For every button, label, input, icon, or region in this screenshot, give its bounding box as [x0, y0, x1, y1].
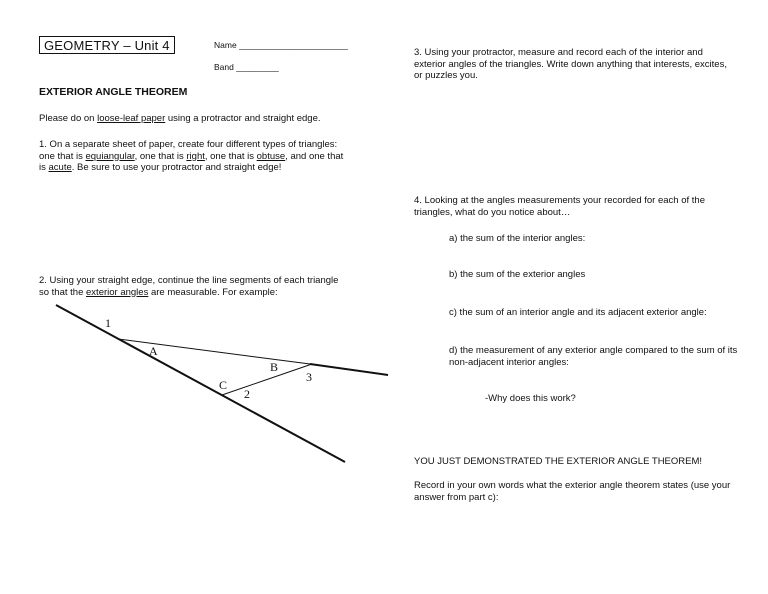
- question-4d: d) the measurement of any exterior angle compared to the sum of its non-adjacent interior angles:: [449, 345, 738, 368]
- section-heading: EXTERIOR ANGLE THEOREM: [39, 86, 188, 98]
- label-c: C: [219, 378, 228, 392]
- record-prompt: Record in your own words what the exterior angle theorem states (use your answer from part c):: [414, 480, 731, 503]
- q1-text: is: [39, 162, 49, 173]
- q2-text: are measurable. For example:: [148, 286, 278, 298]
- label-b: B: [270, 360, 279, 374]
- question-4a: a) the sum of the interior angles:: [449, 233, 586, 244]
- q1-text: . Be sure to use your protractor and straight edge!: [71, 162, 282, 173]
- q1-obtuse: obtuse: [256, 150, 286, 162]
- question-4b: b) the sum of the exterior angles: [449, 269, 586, 280]
- q1-acute: acute: [48, 162, 72, 173]
- q1-text: , and one that: [285, 150, 344, 162]
- band-blank: _________: [236, 62, 279, 72]
- q2-text: so that the: [39, 286, 87, 298]
- instruction-post: using a protractor and straight edge.: [165, 113, 321, 124]
- q2-exterior-angles: exterior angles: [86, 286, 149, 298]
- question-3: 3. Using your protractor, measure and record each of the interior and exterior angles of the triangles. Write down anything that interests, excites, or puzzles you.: [414, 47, 727, 81]
- instruction-pre: Please do on: [39, 113, 98, 124]
- instruction-underlined: loose-leaf paper: [97, 113, 166, 124]
- label-1: 1: [105, 316, 111, 330]
- band-label: Band: [214, 62, 234, 72]
- q1-text: , one that is: [134, 150, 187, 162]
- demonstrated-banner: YOU JUST DEMONSTRATED THE EXTERIOR ANGLE THEOREM!: [414, 456, 703, 467]
- triangle-side-bottom: [222, 364, 312, 395]
- q1-text: one that is: [39, 150, 86, 162]
- unit-title: GEOMETRY – Unit 4: [39, 36, 175, 54]
- label-a: A: [149, 344, 158, 358]
- q1-right: right: [186, 150, 205, 162]
- side-extended-line: [56, 305, 345, 462]
- q1-text: , one that is: [204, 150, 257, 162]
- question-4: 4. Looking at the angles measurements your recorded for each of the triangles, what do you notice about…: [414, 195, 705, 218]
- question-4c: c) the sum of an interior angle and its adjacent exterior angle:: [449, 307, 707, 318]
- label-2: 2: [244, 387, 250, 401]
- q1-equiangular: equiangular: [85, 150, 135, 162]
- q2-line-1: 2. Using your straight edge, continue the line segments of each triangle: [39, 275, 339, 286]
- why-prompt: -Why does this work?: [485, 393, 576, 404]
- side-extension-3: [310, 364, 388, 375]
- q1-line-1: 1. On a separate sheet of paper, create four different types of triangles:: [39, 139, 338, 150]
- label-3: 3: [306, 370, 312, 384]
- name-label: Name: [214, 40, 237, 50]
- triangle-side-top: [118, 339, 310, 364]
- name-blank: _______________________: [239, 40, 348, 50]
